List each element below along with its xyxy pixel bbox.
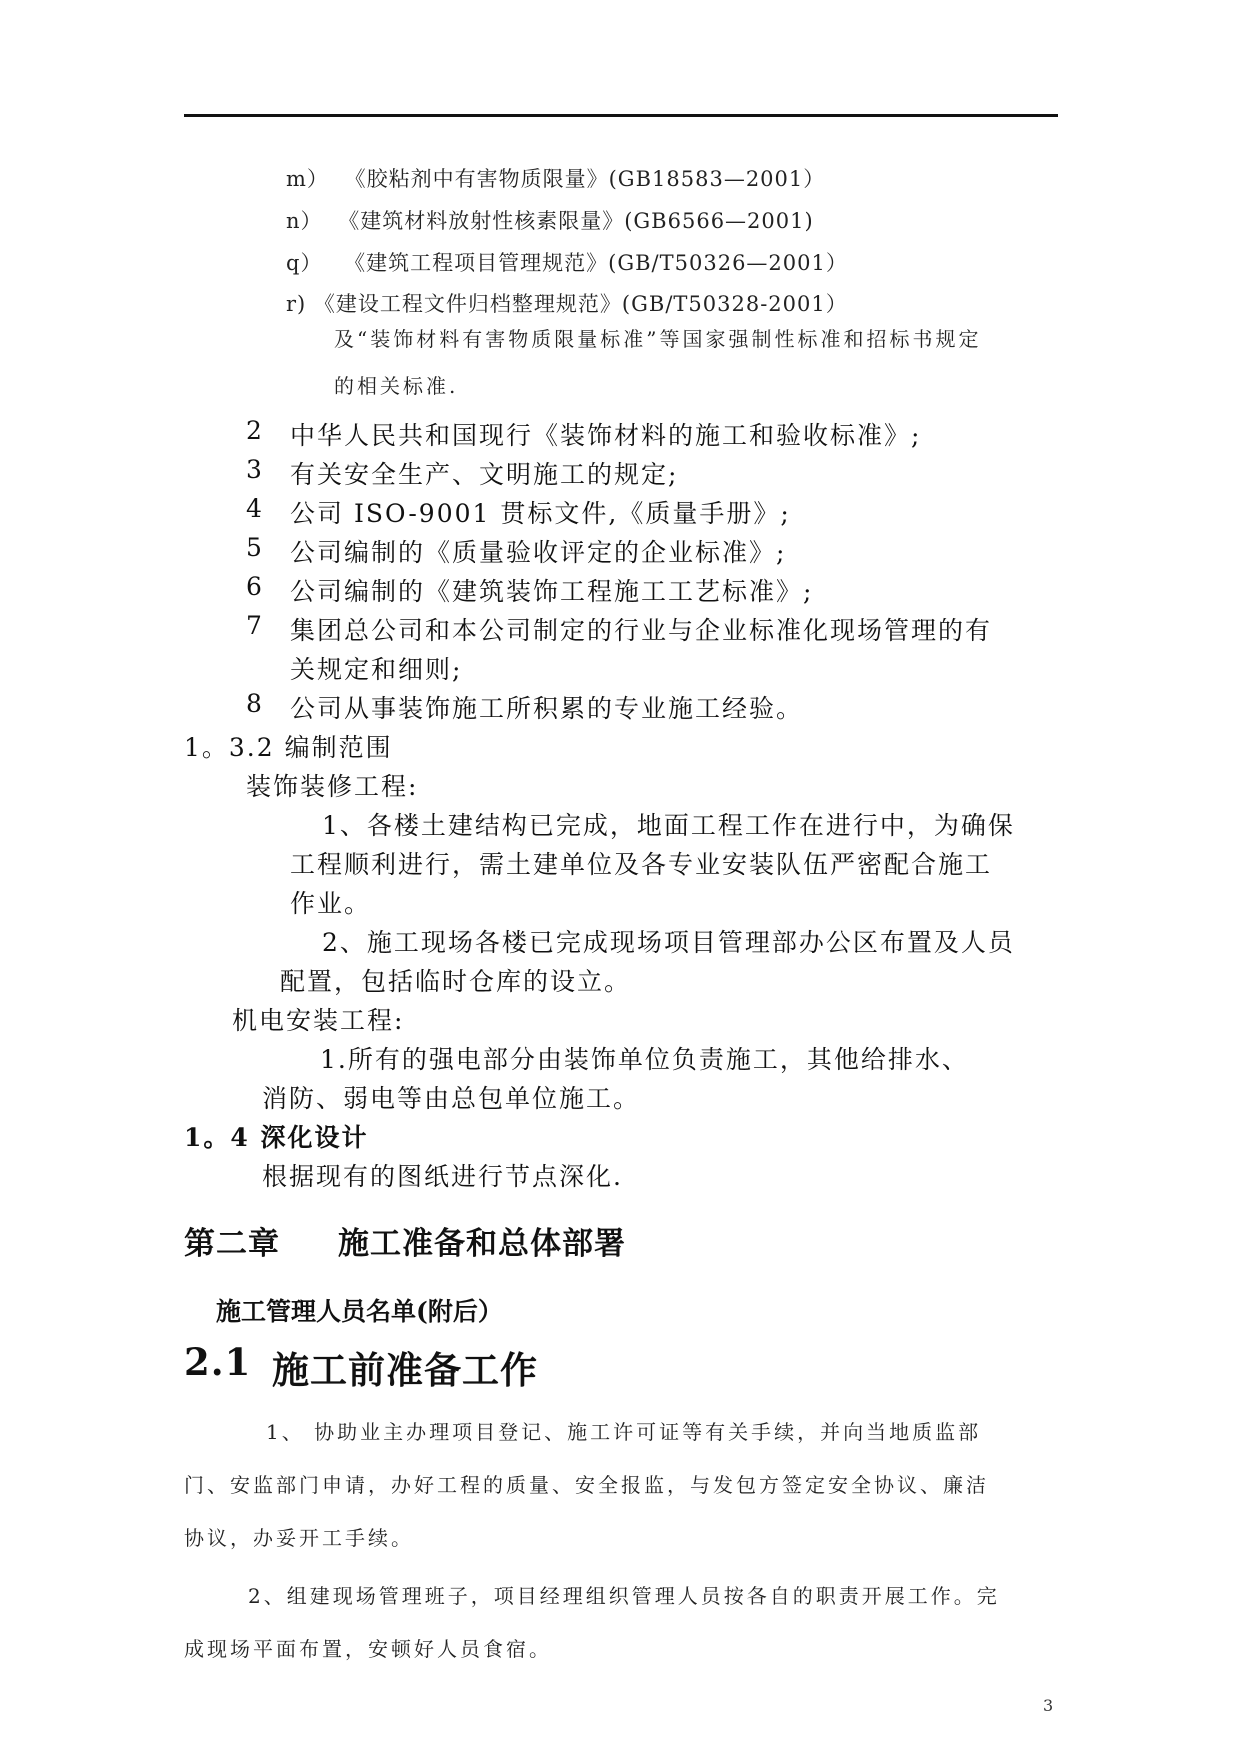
reference-text: 《建筑材料放射性核素限量》(GB6566—2001): [338, 209, 814, 233]
paragraph-line: 协议，办妥开工手续。: [184, 1526, 414, 1550]
decoration-title: 装饰装修工程:: [246, 772, 419, 801]
basis-list-text: 中华人民共和国现行《装饰材料的施工和验收标准》;: [290, 421, 922, 450]
reference-marker: n）: [286, 209, 323, 233]
paragraph-line: 门、安监部门申请，办好工程的质量、安全报监，与发包方签定安全协议、廉洁: [184, 1473, 989, 1497]
section-number: 2.1: [184, 1340, 252, 1384]
basis-list-number: 8: [246, 689, 264, 718]
basis-list-text: 集团总公司和本公司制定的行业与企业标准化现场管理的有: [290, 616, 993, 645]
reference-text: 《建设工程文件归档整理规范》(GB/T50328-2001）: [313, 292, 848, 316]
basis-list-text: 公司编制的《建筑装饰工程施工工艺标准》;: [290, 577, 814, 606]
reference-item: [286, 205, 814, 235]
paragraph-line: 成现场平面布置，安顿好人员食宿。: [184, 1637, 552, 1661]
paragraph-line: 1、 协助业主办理项目登记、施工许可证等有关手续，并向当地质监部: [266, 1420, 982, 1444]
page-number: 3: [1043, 1696, 1054, 1715]
deepening-text: 根据现有的图纸进行节点深化.: [262, 1162, 623, 1191]
mep-item-line: 消防、弱电等由总包单位施工。: [262, 1084, 641, 1113]
chapter-title: 施工准备和总体部署: [338, 1226, 626, 1262]
decoration-item-line: 2、施工现场各楼已完成现场项目管理部办公区布置及人员: [322, 928, 1015, 957]
mep-item-line: 1.所有的强电部分由装饰单位负责施工，其他给排水、: [320, 1045, 969, 1074]
basis-list-text: 公司 ISO-9001 贯标文件,《质量手册》;: [290, 499, 791, 528]
section-title: 施工前准备工作: [272, 1348, 538, 1392]
reference-item: [286, 247, 848, 277]
staff-list-heading: 施工管理人员名单(附后）: [216, 1297, 503, 1326]
decoration-item-line: 作业。: [290, 889, 372, 918]
reference-note-line: 的相关标准.: [334, 374, 459, 398]
reference-text: 《建筑工程项目管理规范》(GB/T50326—2001）: [344, 251, 848, 275]
decoration-item-line: 工程顺利进行，需土建单位及各专业安装队伍严密配合施工: [290, 850, 993, 879]
header-rule: [184, 114, 1058, 117]
paragraph-line: 2、组建现场管理班子，项目经理组织管理人员按各自的职责开展工作。完: [248, 1584, 1000, 1608]
basis-list-text: 关规定和细则;: [290, 655, 463, 684]
reference-text: 《胶粘剂中有害物质限量》(GB18583—2001）: [344, 167, 826, 191]
basis-list-text: 公司编制的《质量验收评定的企业标准》;: [290, 538, 787, 567]
reference-item: [286, 163, 825, 193]
reference-note-line: 及“装饰材料有害物质限量标准”等国家强制性标准和招标书规定: [334, 327, 982, 351]
basis-list-text: 公司从事装饰施工所积累的专业施工经验。: [290, 694, 804, 723]
reference-item: [286, 288, 848, 318]
decoration-item-line: 1、各楼土建结构已完成，地面工程工作在进行中，为确保: [322, 811, 1015, 840]
mep-title: 机电安装工程:: [232, 1006, 405, 1035]
scope-heading: 1。3.2 编制范围: [184, 733, 393, 762]
basis-list-number: 7: [246, 611, 264, 640]
reference-marker: m）: [286, 167, 329, 191]
basis-list-number: 5: [246, 533, 264, 562]
chapter-label: 第二章: [184, 1226, 280, 1262]
reference-marker: r): [286, 292, 307, 316]
basis-list-number: 6: [246, 572, 264, 601]
basis-list-number: 4: [246, 494, 264, 523]
deepening-heading: 1。4 深化设计: [184, 1123, 369, 1152]
basis-list-text: 有关安全生产、文明施工的规定;: [290, 460, 679, 489]
basis-list-number: 3: [246, 455, 264, 484]
reference-marker: q）: [286, 251, 323, 275]
basis-list-number: 2: [246, 416, 264, 445]
decoration-item-line: 配置，包括临时仓库的设立。: [280, 967, 632, 996]
